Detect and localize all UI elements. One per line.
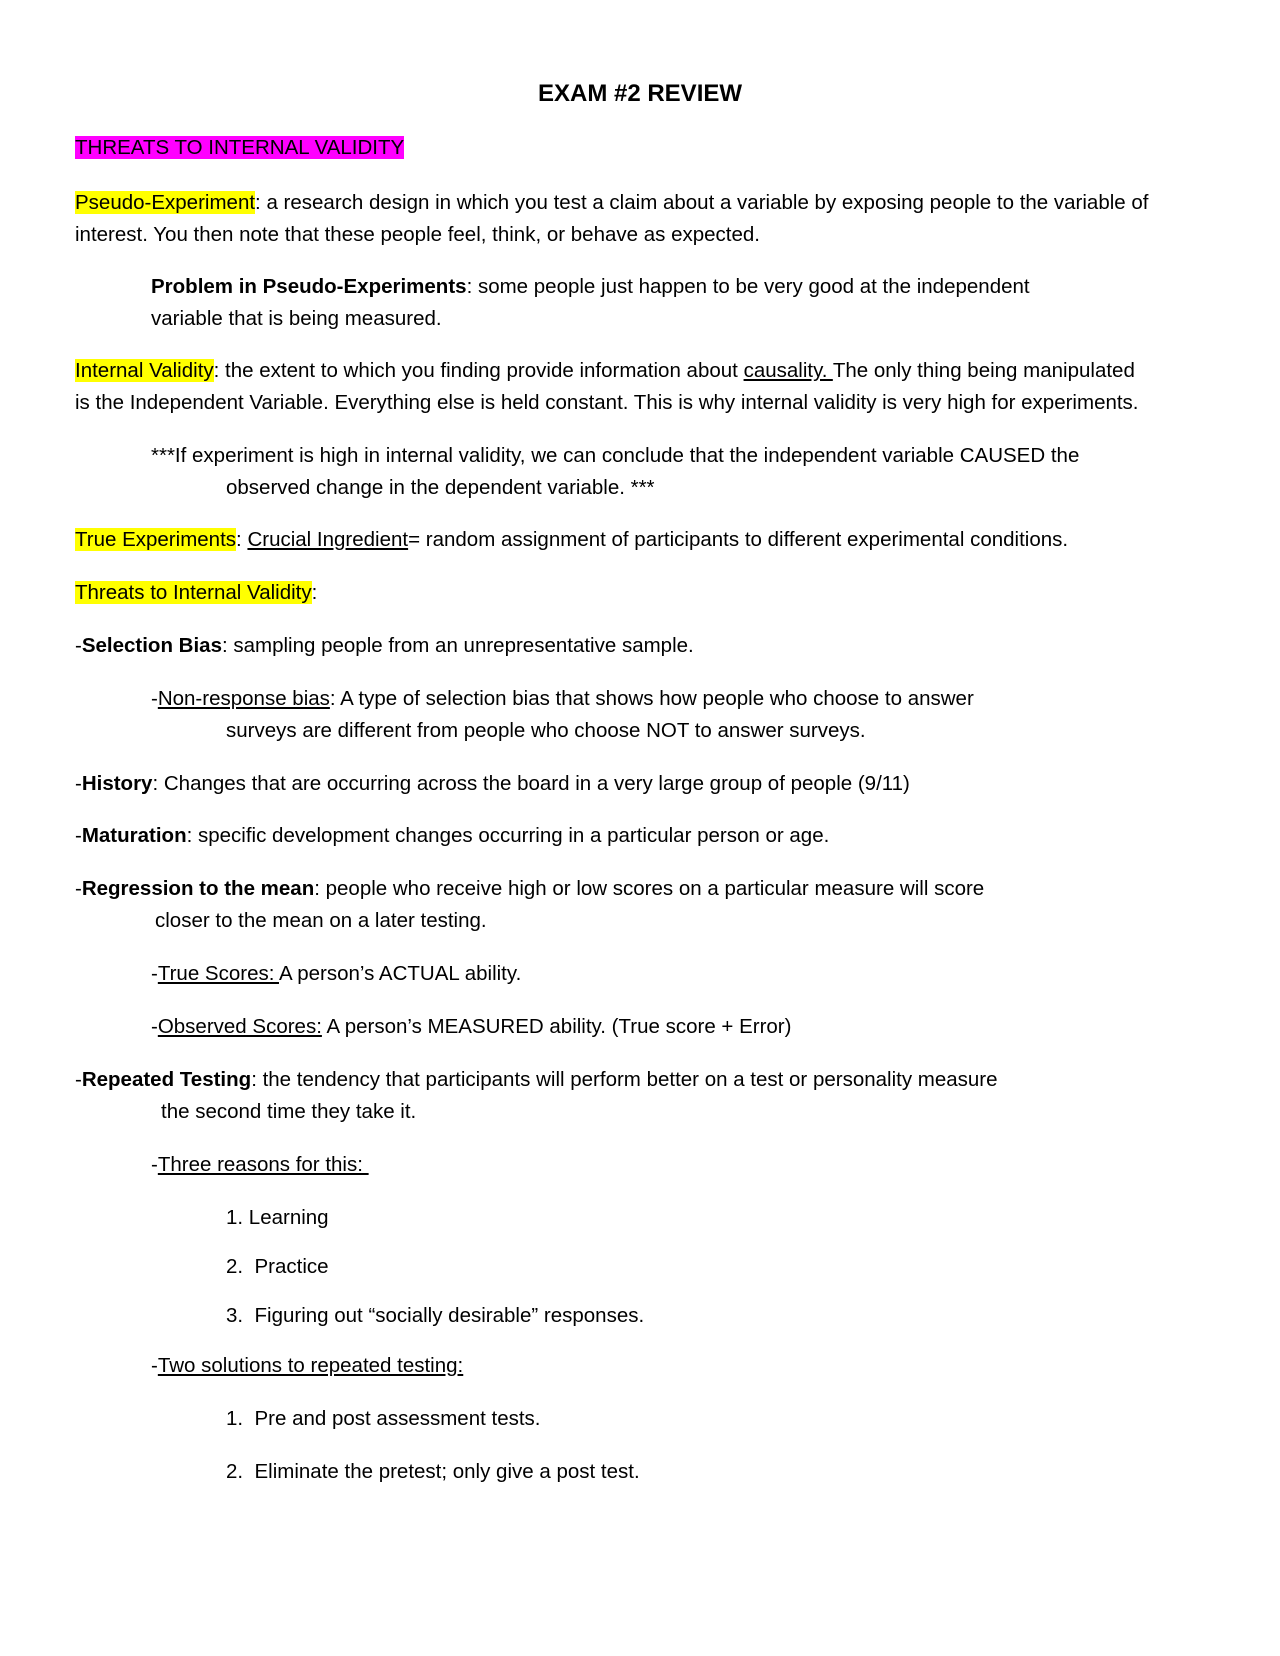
true-scores-text: A person’s ACTUAL ability. bbox=[278, 962, 522, 985]
problem-text-1: : some people just happen to be very good at the independent bbox=[466, 275, 1030, 298]
non-response-def bbox=[151, 683, 974, 715]
section-heading bbox=[75, 132, 404, 164]
internal-validity-text-1b: The only thing being manipulated bbox=[832, 359, 1135, 382]
selection-bias-text: : sampling people from an unrepresentative sample. bbox=[221, 634, 694, 657]
maturation-term: Maturation bbox=[81, 824, 187, 847]
non-response-text-2: surveys are different from people who choose NOT to answer surveys. bbox=[226, 719, 866, 742]
history-term: History bbox=[81, 772, 153, 795]
repeated-dash: - bbox=[75, 1068, 82, 1091]
maturation-text: : specific development changes occurring in a particular person or age. bbox=[186, 824, 830, 847]
problem-text-2: variable that is being measured. bbox=[151, 307, 442, 330]
history-dash: - bbox=[75, 772, 82, 795]
reasons-heading bbox=[151, 1149, 369, 1181]
internal-validity-term: Internal Validity bbox=[75, 359, 214, 382]
observed-scores-term: Observed Scores: bbox=[157, 1015, 322, 1038]
list-item: 1. Pre and post assessment tests. bbox=[226, 1407, 541, 1430]
internal-validity-text-2: is the Independent Variable. Everything else is held constant. This is why internal validity is very high for experiments. bbox=[75, 391, 1139, 414]
true-experiments-sep: : bbox=[236, 528, 248, 551]
threats-heading bbox=[75, 577, 317, 609]
causality-text: causality. bbox=[743, 359, 833, 382]
section-heading-text: THREATS TO INTERNAL VALIDITY bbox=[75, 136, 405, 159]
threats-term: Threats to Internal Validity bbox=[75, 581, 312, 604]
true-experiments-term: True Experiments bbox=[75, 528, 237, 551]
internal-validity-text-1a: : the extent to which you finding provide information about bbox=[213, 359, 744, 382]
reasons-dash: - bbox=[151, 1153, 158, 1176]
non-response-text-1: : A type of selection bias that shows how people who choose to answer bbox=[329, 687, 974, 710]
selection-bias-term: Selection Bias bbox=[81, 634, 222, 657]
pseudo-experiment-text-2: interest. You then note that these people feel, think, or behave as expected. bbox=[75, 223, 760, 246]
reasons-heading-text: Three reasons for this: bbox=[157, 1153, 369, 1176]
list-item: 2. Practice bbox=[226, 1255, 329, 1278]
selection-dash: - bbox=[75, 634, 82, 657]
threats-colon: : bbox=[311, 581, 318, 604]
problem-term: Problem in Pseudo-Experiments bbox=[151, 275, 467, 298]
true-scores-term: True Scores: bbox=[157, 962, 279, 985]
non-response-term: Non-response bias bbox=[157, 687, 330, 710]
crucial-ingredient-text: Crucial Ingredient bbox=[247, 528, 409, 551]
true-scores-def bbox=[151, 958, 521, 990]
solutions-heading-text: Two solutions to repeated testing: bbox=[157, 1354, 464, 1377]
maturation-dash: - bbox=[75, 824, 82, 847]
solutions-heading bbox=[151, 1350, 463, 1382]
true-scores-dash: - bbox=[151, 962, 158, 985]
history-def bbox=[75, 768, 910, 800]
observed-scores-dash: - bbox=[151, 1015, 158, 1038]
pseudo-experiment-text-1: : a research design in which you test a claim about a variable by exposing people to the variable of bbox=[255, 191, 1149, 214]
repeated-testing-def bbox=[75, 1064, 998, 1096]
list-item: 3. Figuring out “socially desirable” responses. bbox=[226, 1304, 645, 1327]
true-experiments-def bbox=[75, 524, 1068, 556]
pseudo-experiment-def bbox=[75, 187, 1148, 219]
regression-dash: - bbox=[75, 877, 82, 900]
internal-validity-def bbox=[75, 355, 1135, 387]
note-text-2: observed change in the dependent variable. *** bbox=[226, 476, 655, 499]
list-item: 1. Learning bbox=[226, 1206, 329, 1229]
observed-scores-def bbox=[151, 1011, 791, 1043]
repeated-testing-term: Repeated Testing bbox=[81, 1068, 252, 1091]
problem-def bbox=[151, 271, 1030, 303]
list-item: 2. Eliminate the pretest; only give a post test. bbox=[226, 1460, 640, 1483]
regression-text-2: closer to the mean on a later testing. bbox=[155, 909, 487, 932]
non-response-dash: - bbox=[151, 687, 158, 710]
solutions-dash: - bbox=[151, 1354, 158, 1377]
history-text: : Changes that are occurring across the board in a very large group of people (9/11) bbox=[152, 772, 910, 795]
regression-text-1: : people who receive high or low scores on a particular measure will score bbox=[314, 877, 985, 900]
repeated-testing-text-2: the second time they take it. bbox=[161, 1100, 417, 1123]
regression-def bbox=[75, 873, 984, 905]
page-title: EXAM #2 REVIEW bbox=[537, 80, 743, 107]
repeated-testing-text-1: : the tendency that participants will perform better on a test or personality measure bbox=[251, 1068, 998, 1091]
observed-scores-text: A person’s MEASURED ability. (True score + Error) bbox=[321, 1015, 792, 1038]
maturation-def bbox=[75, 820, 829, 852]
regression-term: Regression to the mean bbox=[81, 877, 315, 900]
pseudo-experiment-term: Pseudo-Experiment bbox=[75, 191, 256, 214]
note-text-1: ***If experiment is high in internal validity, we can conclude that the independent variable CAUSED the bbox=[151, 444, 1080, 467]
true-experiments-text: = random assignment of participants to different experimental conditions. bbox=[408, 528, 1069, 551]
selection-bias-def bbox=[75, 630, 694, 662]
